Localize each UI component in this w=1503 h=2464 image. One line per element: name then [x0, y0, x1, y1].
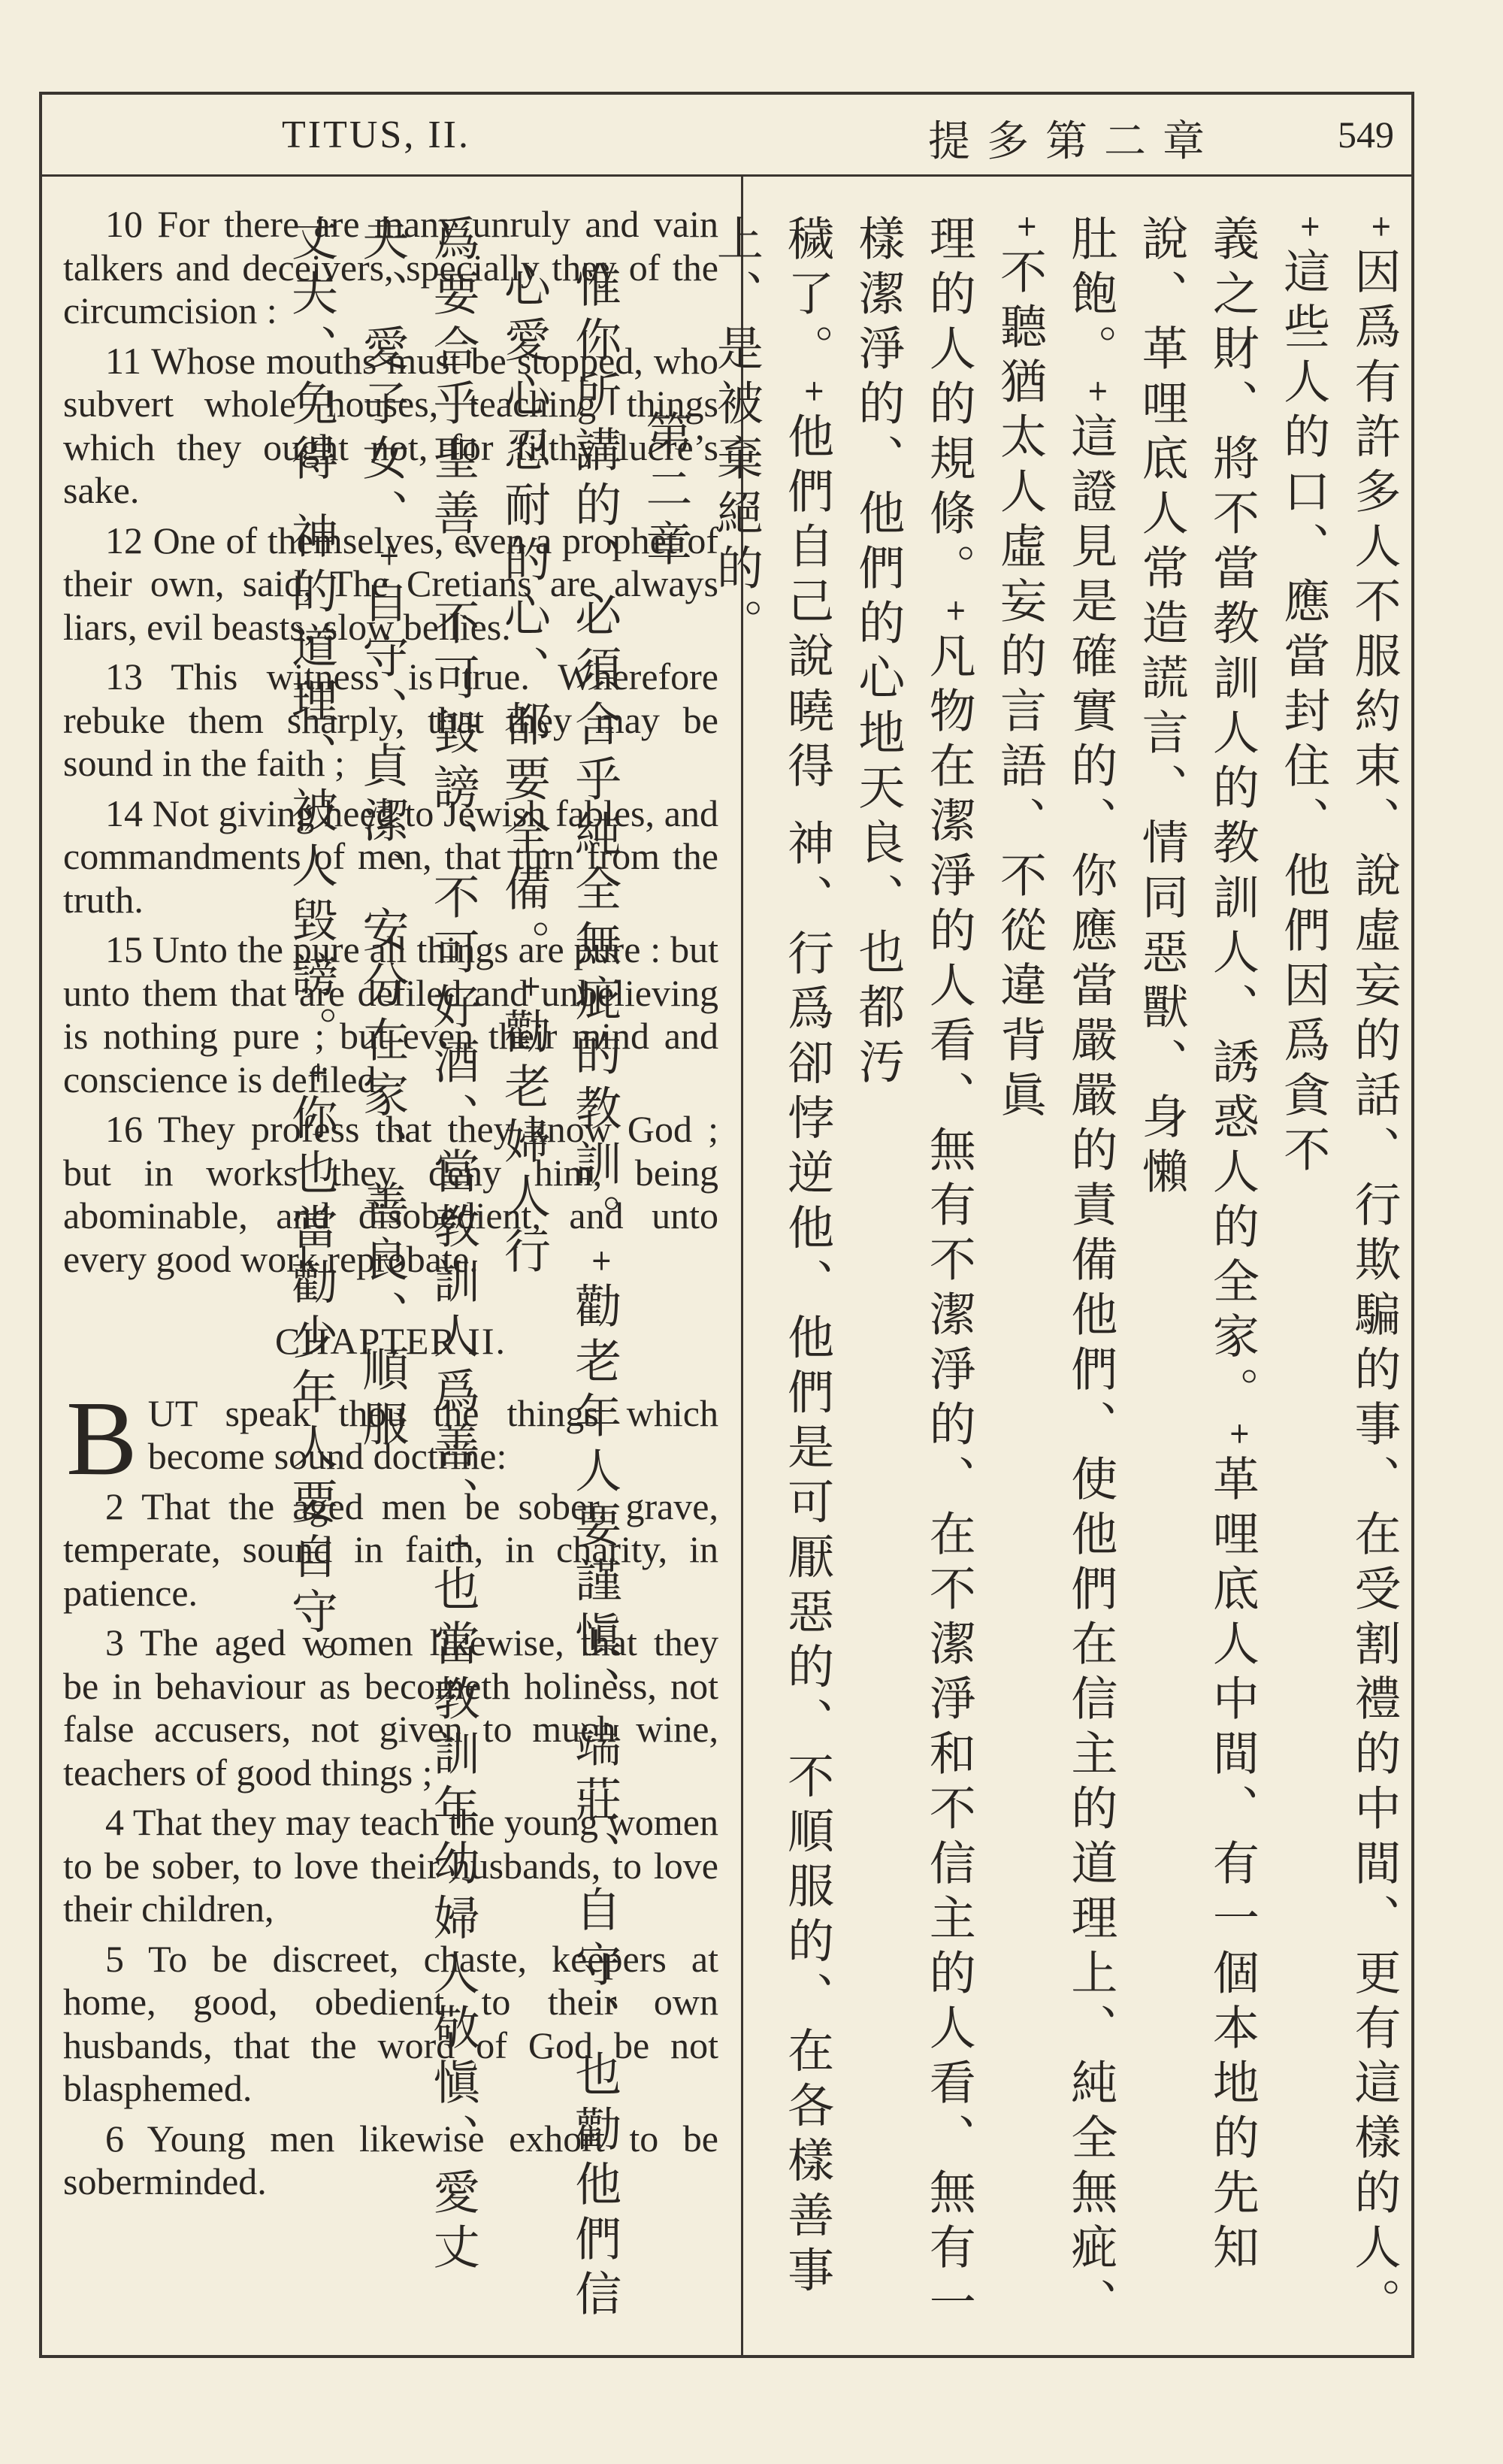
chapter-2-verse-6: 6 Young men likewise exhort to be soberminded.: [63, 2117, 718, 2202]
chinese-line: 惟你所講的、必須合乎純全無疵的教訓。⁺勸老年人要謹愼、端莊、自守、也勸他們信心愛心忍耐的心、都要全備。⁺勸老婦人行: [496, 261, 622, 2324]
verse-14: 14 Not giving heed to Jewish fables, and commandments of men, that turn from the truth.: [63, 792, 718, 921]
verse-13: 13 This witness is true. Wherefore rebuke them sharply, that they may be sound in the faith ;: [63, 655, 718, 784]
header-divider: [39, 174, 1414, 177]
chinese-chapter-heading: 第二章: [638, 410, 694, 574]
chapter-2-verse-2: 2 That the aged men be sober, grave, temperate, sound in faith, in charity, in patience.: [63, 1485, 718, 1614]
running-title: TITUS, II.: [282, 114, 470, 156]
verse-16: 16 They profess that they know God ; but in works they deny him, being abominable, and disobedient, and unto every good work reprobate.: [63, 1108, 718, 1280]
verse-12: 12 One of themselves, even a prophet of their own, said, The Cretians are always liars, evil beasts, slow bellies.: [63, 519, 718, 648]
page-number: 549: [1338, 114, 1394, 156]
drop-cap: B: [66, 1378, 138, 1497]
chinese-line: 理的人的規條。⁺凡物在潔淨的人看、無有不潔淨的、在不潔淨和不信主的人看、無有一樣潔淨的、他們的心地天良、也都汚: [850, 214, 977, 2332]
chinese-running-title: 提多第二章: [928, 117, 1221, 166]
chapter-heading: CHAPTER II.: [274, 1320, 507, 1362]
chinese-line: ⁺因爲有許多人不服約束、說虛妄的話、行欺騙的事、在受割禮的中間、更有這樣的人。⁺這些人的口、應當封住、他們因爲貪不: [1275, 214, 1402, 2332]
chapter-2-verse-4: 4 That they may teach the young women to be sober, to love their husbands, to love their children,: [63, 1801, 718, 1930]
chapter-2-verse-5: 5 To be discreet, chaste, keepers at home, good, obedient to their own husbands, that the word of God be not blasphemed.: [63, 1937, 718, 2109]
verse-11: 11 Whose mouths must be stopped, who subvert whole houses, teaching things which they ought not, for filthy lucre’s sake.: [63, 339, 718, 511]
verse-1-text: UT speak thou the things which become sound doctrine:: [147, 1391, 718, 1477]
chinese-line: 肚飽。⁺這證見是確實的、你應當嚴嚴的責備他們、使他們在信主的道理上、純全無疵、⁺不聽猶太人虛妄的言語、不從違背眞: [992, 214, 1118, 2332]
chinese-line: 丈夫、免得 神的道理、被人毀謗。⁺你也當勸少年人要自守。: [283, 214, 339, 1697]
verse-15: 15 Unto the pure all things are pure : but unto them that are defiled and unbelieving is nothing pure ; but even their mind and conscience is defiled.: [63, 928, 718, 1100]
chinese-line: 義之財、將不當教訓人的教訓人、誘惑人的全家。⁺革哩底人中間、有一個本地的先知說、革哩底人常造謊言、情同惡獸、身懶: [1134, 214, 1260, 2278]
chinese-line: 爲要合乎聖善、不可毀謗、不可好酒、當教訓人爲善、⁺也當教訓年幼婦人敬愼、愛丈夫、愛子女、⁺自守、貞潔、安分在家、善良、順服: [354, 214, 481, 2278]
chinese-line: 穢了。⁺他們自己說曉得 神、行爲卻悖逆他、他們是可厭惡的、不順服的、在各樣善事上、是被棄絕的。: [709, 214, 835, 2301]
verse-10: 10 For there are many unruly and vain talkers and deceivers, specially they of the circumcision :: [63, 203, 718, 331]
chapter-2-verse-3: 3 The aged women likewise, that they be in behaviour as becometh holiness, not false accusers, not given to much wine, teachers of good things ;: [63, 1621, 718, 1794]
